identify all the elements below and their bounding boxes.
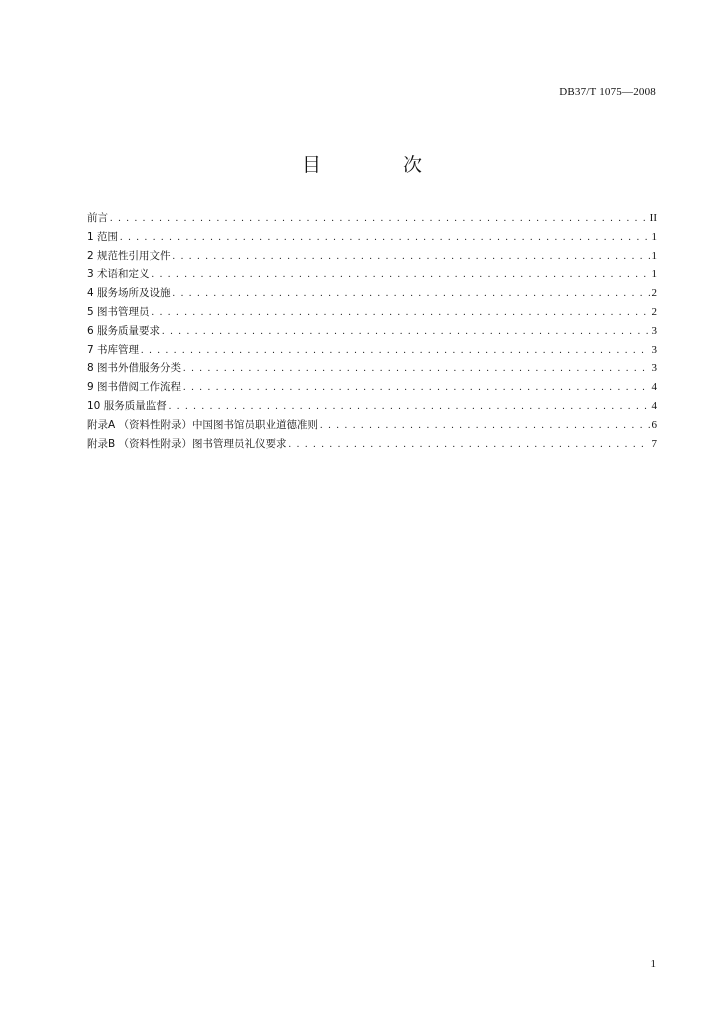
toc-entry-label: 4 服务场所及设施 bbox=[87, 287, 171, 300]
toc-entry-label: 9 图书借阅工作流程 bbox=[87, 381, 182, 394]
toc-entry-page: 6 bbox=[651, 418, 657, 431]
toc-entry-page: 3 bbox=[651, 343, 657, 356]
dot-leader bbox=[120, 229, 649, 248]
toc-entry-librarian[interactable] bbox=[87, 303, 657, 322]
toc-entry-label: 6 服务质量要求 bbox=[87, 324, 161, 337]
document-code: DB37/T 1075—2008 bbox=[559, 86, 656, 98]
page-number: 1 bbox=[650, 958, 656, 970]
toc-entry-quality-supervision[interactable] bbox=[87, 397, 657, 416]
toc-entry-foreword[interactable] bbox=[87, 209, 657, 228]
dot-leader bbox=[169, 398, 650, 417]
toc-entry-page: 4 bbox=[651, 381, 657, 394]
toc-entry-page: 2 bbox=[651, 287, 657, 300]
dot-leader bbox=[152, 304, 650, 323]
toc-entry-service-quality[interactable] bbox=[87, 322, 657, 341]
dot-leader bbox=[289, 436, 650, 455]
toc-entry-label: 5 图书管理员 bbox=[87, 305, 150, 318]
toc-entry-page: 1 bbox=[651, 230, 657, 243]
toc-entry-label: 3 术语和定义 bbox=[87, 268, 150, 281]
toc-entry-page: 3 bbox=[651, 362, 657, 375]
toc-entry-borrowing-workflow[interactable] bbox=[87, 378, 657, 397]
toc-title: 目 次 bbox=[301, 154, 461, 176]
toc-entry-page: 4 bbox=[651, 399, 657, 412]
toc-entry-label: 8 图书外借服务分类 bbox=[87, 362, 182, 375]
toc-entry-stack-management[interactable] bbox=[87, 341, 657, 360]
toc-entry-label: 前言 bbox=[87, 212, 108, 224]
toc-entry-normative-references[interactable] bbox=[87, 247, 657, 266]
toc-entry-label: 附录B （资料性附录）图书管理员礼仪要求 bbox=[87, 437, 287, 450]
table-of-contents bbox=[87, 209, 657, 453]
toc-entry-appendix-a[interactable] bbox=[87, 416, 657, 435]
dot-leader bbox=[110, 210, 648, 229]
dot-leader bbox=[162, 323, 649, 342]
toc-entry-page: 2 bbox=[651, 305, 657, 318]
toc-entry-service-facilities[interactable] bbox=[87, 284, 657, 303]
toc-entry-label: 附录A （资料性附录）中国图书馆员职业道德准则 bbox=[87, 418, 319, 431]
toc-entry-page: II bbox=[649, 212, 657, 224]
toc-entry-lending-classification[interactable] bbox=[87, 359, 657, 378]
toc-entry-page: 1 bbox=[651, 249, 657, 262]
toc-entry-label: 7 书库管理 bbox=[87, 343, 140, 356]
dot-leader bbox=[173, 285, 650, 304]
toc-entry-label: 1 范围 bbox=[87, 230, 119, 243]
toc-entry-label: 2 规范性引用文件 bbox=[87, 249, 171, 262]
toc-entry-appendix-b[interactable] bbox=[87, 435, 657, 454]
dot-leader bbox=[183, 360, 649, 379]
dot-leader bbox=[320, 417, 649, 436]
toc-entry-page: 7 bbox=[651, 437, 657, 450]
toc-entry-terms-definitions[interactable] bbox=[87, 265, 657, 284]
toc-entry-scope[interactable] bbox=[87, 228, 657, 247]
dot-leader bbox=[152, 266, 650, 285]
toc-entry-page: 1 bbox=[651, 268, 657, 281]
dot-leader bbox=[183, 379, 649, 398]
toc-entry-page: 3 bbox=[651, 324, 657, 337]
dot-leader bbox=[141, 342, 649, 361]
toc-entry-label: 10 服务质量监督 bbox=[87, 399, 167, 412]
dot-leader bbox=[173, 248, 650, 267]
